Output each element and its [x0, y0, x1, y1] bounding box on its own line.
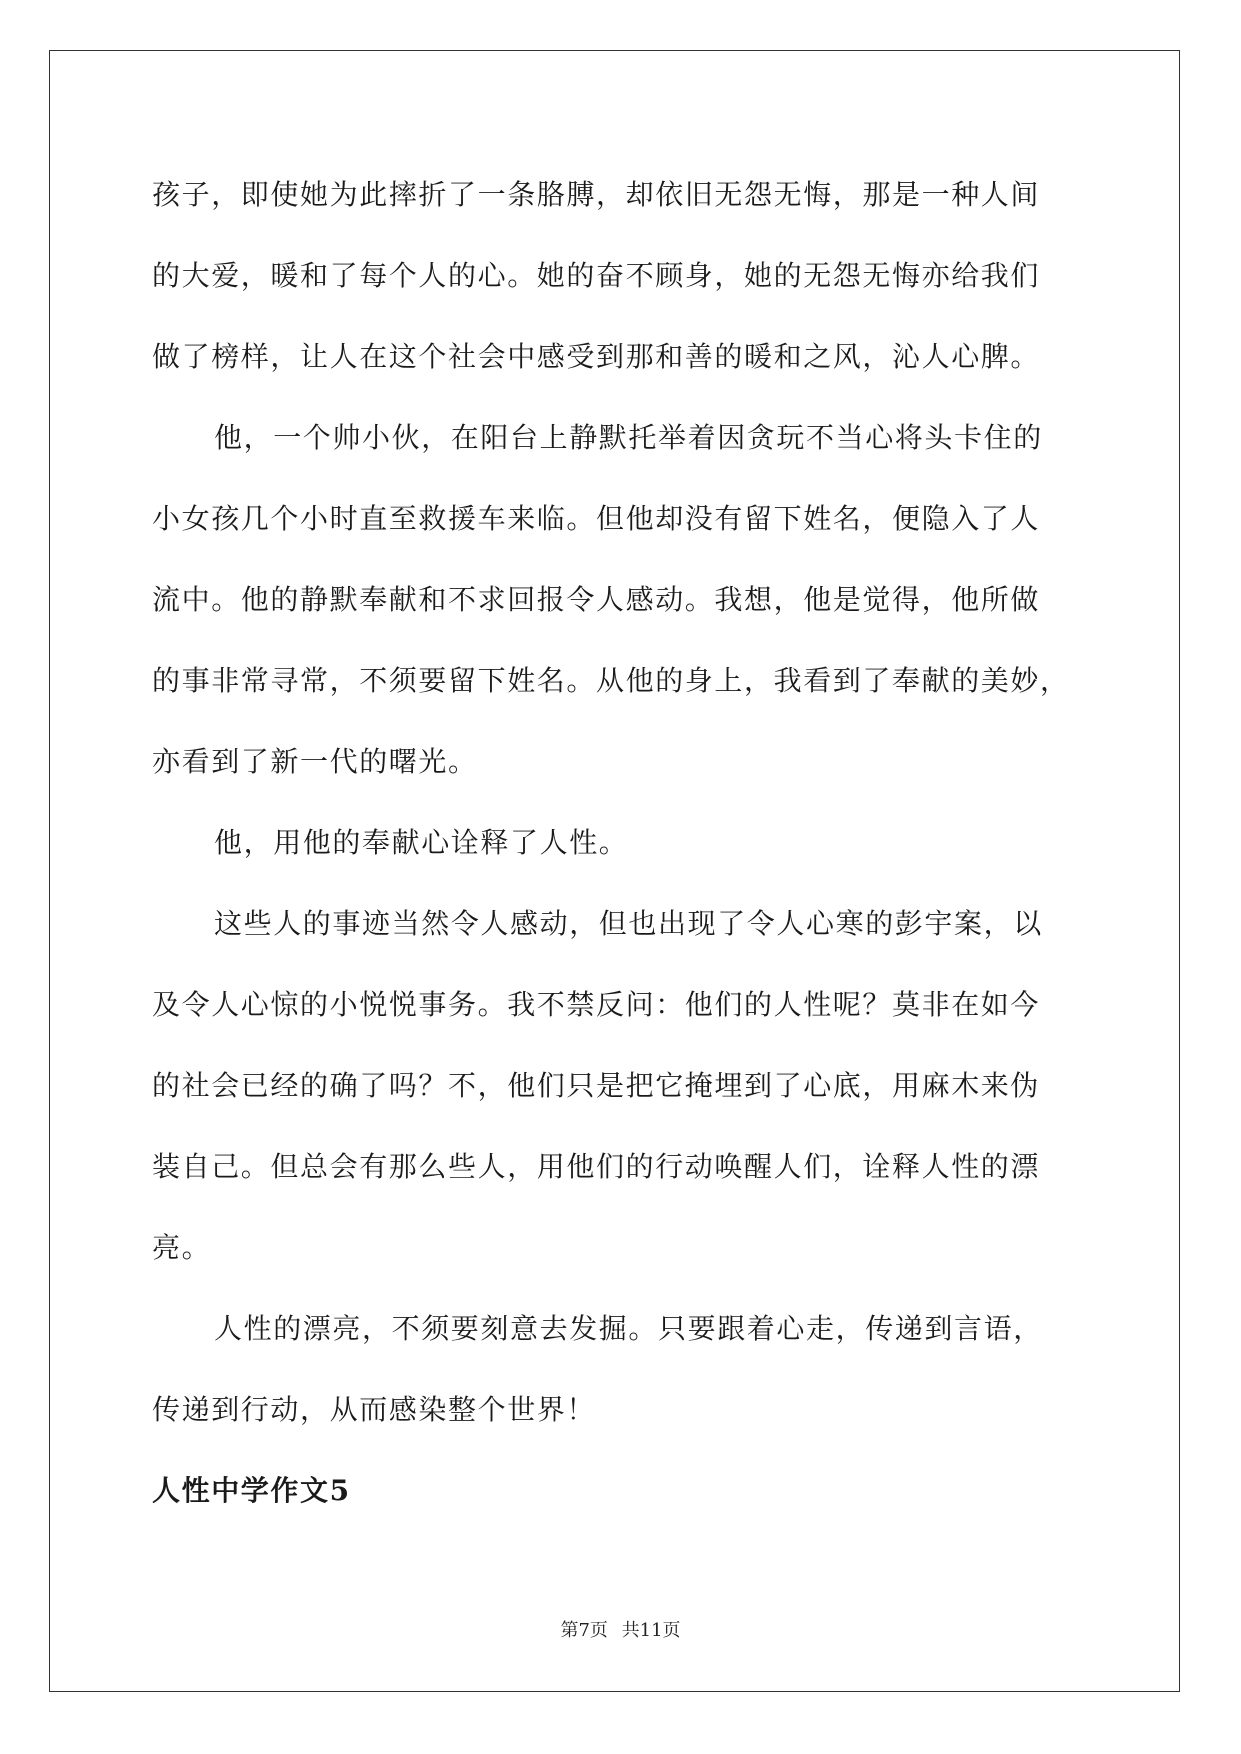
text-line: 及令人心惊的小悦悦事务。我不禁反问：他们的人性呢？莫非在如今 [152, 988, 1041, 1021]
text-line: 的事非常寻常，不须要留下姓名。从他的身上，我看到了奉献的美妙， [152, 664, 1070, 697]
text-line: 的大爱，暖和了每个人的心。她的奋不顾身，她的无怨无悔亦给我们 [152, 259, 1041, 292]
text-line: 装自己。但总会有那么些人，用他们的行动唤醒人们，诠释人性的漂 [152, 1150, 1041, 1183]
paragraph-1 [152, 154, 1104, 397]
page-number-footer: 第7页 共11页 [560, 1620, 681, 1641]
paragraph-2 [152, 397, 1104, 802]
section-heading: 人性中学作文5 [152, 1474, 351, 1507]
text-line: 孩子，即使她为此摔折了一条胳膊，却依旧无怨无悔，那是一种人间 [152, 178, 1041, 211]
document-body [152, 154, 1104, 1531]
text-line: 人性的漂亮，不须要刻意去发掘。只要跟着心走，传递到言语， [214, 1312, 1043, 1345]
text-line: 这些人的事迹当然令人感动，但也出现了令人心寒的彭宇案，以 [214, 907, 1043, 940]
text-line: 亮。 [152, 1231, 212, 1264]
text-line: 他，一个帅小伙，在阳台上静默托举着因贪玩不当心将头卡住的 [214, 421, 1043, 454]
text-line: 做了榜样，让人在这个社会中感受到那和善的暖和之风，沁人心脾。 [152, 340, 1041, 373]
text-line: 小女孩几个小时直至救援车来临。但他却没有留下姓名，便隐入了人 [152, 502, 1041, 535]
paragraph-3 [152, 802, 1104, 883]
text-line: 传递到行动，从而感染整个世界！ [152, 1393, 597, 1426]
text-line: 流中。他的静默奉献和不求回报令人感动。我想，他是觉得，他所做 [152, 583, 1041, 616]
text-line: 的社会已经的确了吗？不，他们只是把它掩埋到了心底，用麻木来伪 [152, 1069, 1041, 1102]
paragraph-5 [152, 1288, 1104, 1450]
text-line: 他，用他的奉献心诠释了人性。 [214, 826, 629, 859]
text-line: 亦看到了新一代的曙光。 [152, 745, 478, 778]
paragraph-4 [152, 883, 1104, 1288]
